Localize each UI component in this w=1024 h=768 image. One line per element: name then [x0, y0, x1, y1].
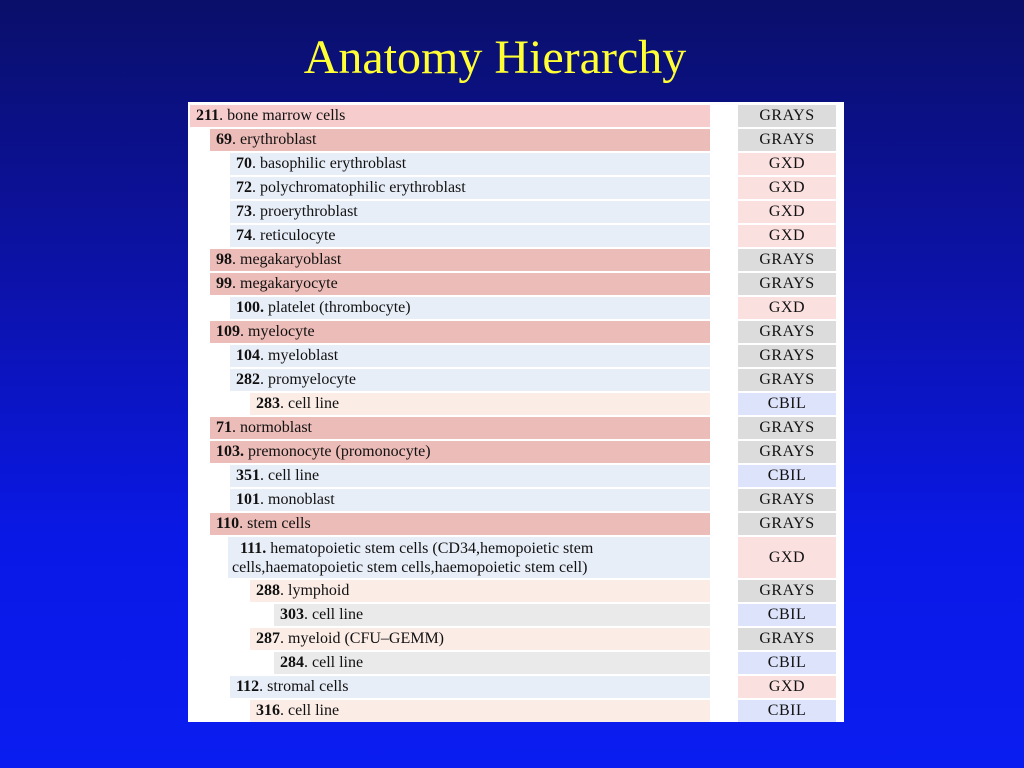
term-sep: . [252, 179, 260, 196]
table-row [188, 392, 844, 416]
term-cell [230, 201, 710, 223]
anatomy-hierarchy-table [188, 102, 844, 722]
term-cell [230, 153, 710, 175]
term-sep: . [232, 131, 240, 148]
term-id: 111. [240, 540, 267, 557]
source-badge: GRAYS [738, 580, 836, 602]
term-id: 351 [236, 467, 260, 484]
term-label: normoblast [240, 419, 312, 436]
term-cell [210, 321, 710, 343]
table-row [188, 536, 844, 579]
term-cell [190, 105, 710, 127]
term-cell [250, 393, 710, 415]
term-label: basophilic erythroblast [260, 155, 407, 172]
term-cell [230, 489, 710, 511]
term-sep: . [280, 582, 288, 599]
term-label: cell line [312, 654, 364, 671]
source-badge: GRAYS [738, 273, 836, 295]
table-row [188, 675, 844, 699]
table-row [188, 320, 844, 344]
term-id: 282 [236, 371, 260, 388]
term-id: 71 [216, 419, 232, 436]
term-sep: . [232, 419, 240, 436]
term-id: 72 [236, 179, 252, 196]
term-label: premonocyte (promonocyte) [248, 443, 431, 460]
term-cell [274, 604, 710, 626]
term-id: 303 [280, 606, 304, 623]
term-cell [210, 273, 710, 295]
term-cell [250, 700, 710, 722]
term-sep: . [280, 702, 288, 719]
source-badge: GRAYS [738, 417, 836, 439]
source-badge: CBIL [738, 465, 836, 487]
table-row [188, 627, 844, 651]
term-cell [210, 513, 710, 535]
source-badge: GRAYS [738, 129, 836, 151]
source-badge: GRAYS [738, 321, 836, 343]
source-badge: GXD [738, 153, 836, 175]
term-id: 283 [256, 395, 280, 412]
source-badge: CBIL [738, 604, 836, 626]
term-sep: . [280, 630, 288, 647]
term-label: proerythroblast [260, 203, 358, 220]
slide-title: Anatomy Hierarchy [303, 31, 687, 84]
term-sep: . [304, 606, 312, 623]
source-badge: GRAYS [738, 628, 836, 650]
source-badge: CBIL [738, 393, 836, 415]
term-id: 316 [256, 702, 280, 719]
term-label: cell line [312, 606, 364, 623]
term-cell [230, 225, 710, 247]
term-id: 287 [256, 630, 280, 647]
term-label: lymphoid [288, 582, 350, 599]
term-label: myeloblast [268, 347, 339, 364]
term-label: erythroblast [240, 131, 317, 148]
term-label: cell line [288, 395, 340, 412]
table-row [188, 464, 844, 488]
table-row [188, 224, 844, 248]
table-row [188, 651, 844, 675]
source-badge: GRAYS [738, 369, 836, 391]
term-sep: . [260, 347, 268, 364]
term-label: bone marrow cells [227, 107, 346, 124]
term-sep: . [260, 491, 268, 508]
term-id: 73 [236, 203, 252, 220]
table-row [188, 440, 844, 464]
term-cell [250, 628, 710, 650]
table-row [188, 488, 844, 512]
term-id: 288 [256, 582, 280, 599]
source-badge: GRAYS [738, 489, 836, 511]
source-badge: GRAYS [738, 513, 836, 535]
source-badge: GRAYS [738, 345, 836, 367]
term-id: 112 [236, 678, 260, 695]
table-row [188, 368, 844, 392]
source-badge: CBIL [738, 700, 836, 722]
term-sep: . [232, 275, 240, 292]
term-cell [228, 537, 710, 578]
term-label: cell line [288, 702, 340, 719]
term-label: reticulocyte [260, 227, 336, 244]
term-cell [230, 345, 710, 367]
table-row [188, 603, 844, 627]
table-row [188, 296, 844, 320]
term-id: 109 [216, 323, 240, 340]
source-badge: GXD [738, 177, 836, 199]
term-id: 104 [236, 347, 260, 364]
term-cell [230, 676, 710, 698]
term-cell [274, 652, 710, 674]
source-badge: GXD [738, 225, 836, 247]
term-cell [210, 441, 710, 463]
term-label: stromal cells [267, 678, 349, 695]
source-badge: GXD [738, 676, 836, 698]
table-row [188, 128, 844, 152]
source-badge: GRAYS [738, 105, 836, 127]
term-cell [230, 465, 710, 487]
source-badge: GXD [738, 537, 836, 578]
term-id: 98 [216, 251, 232, 268]
term-cell [230, 177, 710, 199]
term-id: 284 [280, 654, 304, 671]
term-label: platelet (thrombocyte) [268, 299, 411, 316]
term-label: stem cells [247, 515, 311, 532]
table-row [188, 200, 844, 224]
term-sep: . [304, 654, 312, 671]
table-row [188, 579, 844, 603]
term-label: cell line [268, 467, 320, 484]
source-badge: GXD [738, 297, 836, 319]
term-id: 100. [236, 299, 264, 316]
term-cell [210, 249, 710, 271]
term-label: myelocyte [248, 323, 315, 340]
term-sep: . [252, 155, 260, 172]
term-sep: . [252, 203, 260, 220]
term-id: 99 [216, 275, 232, 292]
table-row [188, 416, 844, 440]
term-id: 110 [216, 515, 240, 532]
table-row [188, 512, 844, 536]
term-id: 103. [216, 443, 244, 460]
term-label: promyelocyte [268, 371, 356, 388]
term-sep: . [239, 515, 248, 532]
term-sep: . [280, 395, 288, 412]
term-sep: . [260, 467, 268, 484]
term-id: 211 [196, 107, 220, 124]
source-badge: GRAYS [738, 441, 836, 463]
term-id: 69 [216, 131, 232, 148]
term-cell [210, 129, 710, 151]
term-label: myeloid (CFU–GEMM) [288, 630, 444, 647]
table-row [188, 272, 844, 296]
table-row [188, 104, 844, 128]
term-sep: . [232, 251, 240, 268]
term-cell [230, 369, 710, 391]
term-cell [210, 417, 710, 439]
term-sep: . [240, 323, 248, 340]
term-label: megakaryocyte [240, 275, 338, 292]
term-label: monoblast [268, 491, 335, 508]
source-badge: GXD [738, 201, 836, 223]
source-badge: GRAYS [738, 249, 836, 271]
term-sep: . [259, 678, 268, 695]
source-badge: CBIL [738, 652, 836, 674]
term-cell [250, 580, 710, 602]
term-sep: . [260, 371, 268, 388]
term-id: 101 [236, 491, 260, 508]
table-row [188, 152, 844, 176]
term-sep: . [252, 227, 260, 244]
table-row [188, 248, 844, 272]
term-id: 74 [236, 227, 252, 244]
term-id: 70 [236, 155, 252, 172]
term-label: hematopoietic stem cells (CD34,hemopoietic stem cells,haematopoietic stem cells,haemopoietic stem cell) [232, 540, 594, 576]
table-row [188, 344, 844, 368]
term-label: megakaryoblast [240, 251, 342, 268]
table-row [188, 176, 844, 200]
term-cell [230, 297, 710, 319]
term-label: polychromatophilic erythroblast [260, 179, 466, 196]
term-sep: . [219, 107, 228, 124]
table-row [188, 699, 844, 723]
